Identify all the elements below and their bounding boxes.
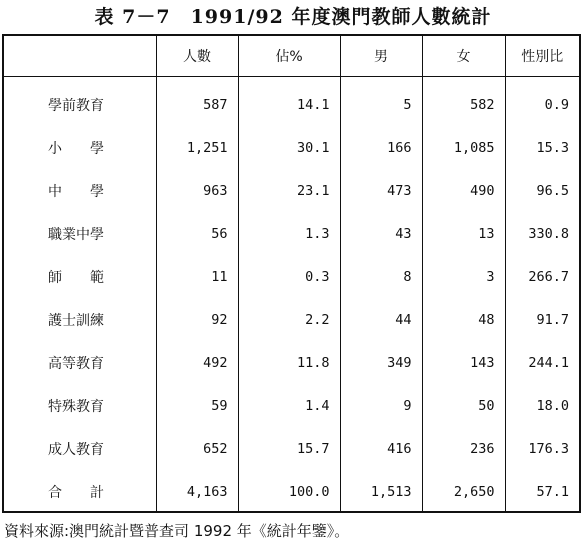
cell-sex-ratio: 176.3 xyxy=(505,427,579,470)
table-row xyxy=(4,126,579,169)
cell-percent: 30.1 xyxy=(238,126,340,169)
cell-female: 582 xyxy=(422,77,505,127)
table-row xyxy=(4,341,579,384)
cell-count: 492 xyxy=(156,341,238,384)
header-female: 女 xyxy=(422,36,505,77)
header-male: 男 xyxy=(340,36,422,77)
header-sex-ratio: 性別比 xyxy=(505,36,579,77)
cell-count: 56 xyxy=(156,212,238,255)
row-label: 中 學 xyxy=(48,183,104,200)
table-title: 表 7－7 1991/92 年度澳門教師人數統計 xyxy=(94,6,492,28)
cell-male: 5 xyxy=(340,77,422,127)
cell-count: 963 xyxy=(156,169,238,212)
cell-sex-ratio: 57.1 xyxy=(505,470,579,513)
cell-percent: 0.3 xyxy=(238,255,340,298)
cell-male: 8 xyxy=(340,255,422,298)
cell-female: 50 xyxy=(422,384,505,427)
source-note: 資料來源:澳門統計暨普查司 1992 年《統計年鑒》。 xyxy=(4,522,350,540)
cell-count: 11 xyxy=(156,255,238,298)
table-row xyxy=(4,169,579,212)
table-row xyxy=(4,212,579,255)
cell-count: 4,163 xyxy=(156,470,238,513)
cell-female: 48 xyxy=(422,298,505,341)
row-label: 合 計 xyxy=(48,484,104,501)
row-label: 護士訓練 xyxy=(48,312,104,329)
cell-male: 9 xyxy=(340,384,422,427)
row-label: 小 學 xyxy=(48,140,104,157)
cell-count: 92 xyxy=(156,298,238,341)
header-row xyxy=(4,36,579,77)
cell-percent: 100.0 xyxy=(238,470,340,513)
row-label: 師 範 xyxy=(48,269,104,286)
header-category xyxy=(4,36,156,77)
table-row xyxy=(4,384,579,427)
cell-sex-ratio: 266.7 xyxy=(505,255,579,298)
cell-count: 587 xyxy=(156,77,238,127)
cell-percent: 1.4 xyxy=(238,384,340,427)
cell-count: 59 xyxy=(156,384,238,427)
row-label: 高等教育 xyxy=(48,355,104,372)
table-row xyxy=(4,77,579,127)
table-row xyxy=(4,298,579,341)
cell-male: 44 xyxy=(340,298,422,341)
row-label: 成人教育 xyxy=(48,441,104,458)
row-label: 學前教育 xyxy=(48,97,104,114)
cell-male: 1,513 xyxy=(340,470,422,513)
cell-sex-ratio: 244.1 xyxy=(505,341,579,384)
cell-female: 236 xyxy=(422,427,505,470)
cell-percent: 1.3 xyxy=(238,212,340,255)
cell-male: 473 xyxy=(340,169,422,212)
cell-sex-ratio: 96.5 xyxy=(505,169,579,212)
table-row xyxy=(4,255,579,298)
cell-sex-ratio: 0.9 xyxy=(505,77,579,127)
cell-female: 3 xyxy=(422,255,505,298)
cell-percent: 23.1 xyxy=(238,169,340,212)
cell-sex-ratio: 18.0 xyxy=(505,384,579,427)
cell-male: 43 xyxy=(340,212,422,255)
row-label: 職業中學 xyxy=(48,226,104,243)
cell-sex-ratio: 91.7 xyxy=(505,298,579,341)
cell-sex-ratio: 15.3 xyxy=(505,126,579,169)
cell-percent: 11.8 xyxy=(238,341,340,384)
cell-percent: 2.2 xyxy=(238,298,340,341)
teacher-statistics-table xyxy=(2,34,581,513)
cell-female: 143 xyxy=(422,341,505,384)
header-count: 人數 xyxy=(156,36,238,77)
row-label: 特殊教育 xyxy=(48,398,104,415)
cell-female: 13 xyxy=(422,212,505,255)
cell-percent: 15.7 xyxy=(238,427,340,470)
cell-female: 2,650 xyxy=(422,470,505,513)
cell-percent: 14.1 xyxy=(238,77,340,127)
cell-count: 1,251 xyxy=(156,126,238,169)
cell-female: 490 xyxy=(422,169,505,212)
cell-male: 349 xyxy=(340,341,422,384)
table-row xyxy=(4,427,579,470)
cell-female: 1,085 xyxy=(422,126,505,169)
total-row xyxy=(4,470,579,513)
cell-male: 416 xyxy=(340,427,422,470)
header-percent: 佔% xyxy=(238,36,340,77)
cell-male: 166 xyxy=(340,126,422,169)
cell-count: 652 xyxy=(156,427,238,470)
cell-sex-ratio: 330.8 xyxy=(505,212,579,255)
